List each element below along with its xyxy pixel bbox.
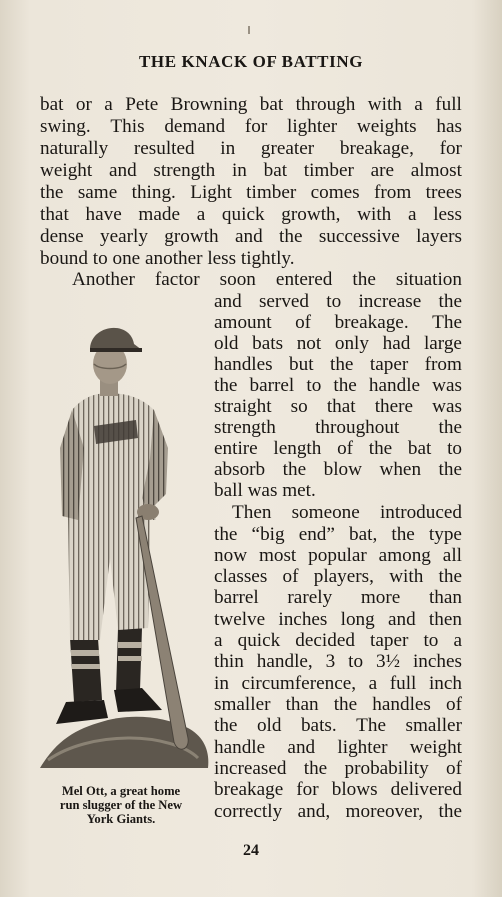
word: the xyxy=(279,226,303,247)
word: handles xyxy=(214,354,273,375)
sock-stripe xyxy=(118,642,142,648)
word: now xyxy=(214,545,248,566)
text-line xyxy=(214,609,462,630)
text-line: bound to one another less tightly. xyxy=(40,248,295,269)
word: all xyxy=(442,545,462,566)
cap-brim xyxy=(90,348,142,352)
word: or xyxy=(75,94,92,115)
word: the xyxy=(438,801,462,822)
photo-caption xyxy=(36,784,206,826)
word: taper xyxy=(369,354,409,375)
word: large xyxy=(423,333,462,354)
word: greater xyxy=(260,138,315,159)
word: introduced xyxy=(379,502,462,523)
word: bat, xyxy=(349,524,378,545)
text-line xyxy=(40,160,462,181)
word: in xyxy=(214,673,229,694)
word: of xyxy=(282,566,299,587)
word: “big xyxy=(251,524,285,545)
word: the xyxy=(333,694,358,715)
text-line xyxy=(214,417,462,438)
word: than xyxy=(428,587,462,608)
caption-line: York Giants. xyxy=(86,812,156,826)
word: comes xyxy=(310,182,360,203)
word: served xyxy=(258,291,310,312)
word: handle xyxy=(214,737,266,758)
word: thing. xyxy=(131,182,176,203)
word: throughout xyxy=(315,417,400,438)
word: Then xyxy=(232,502,272,523)
word: the xyxy=(214,524,238,545)
word: the xyxy=(438,459,462,480)
word: to xyxy=(423,630,439,651)
sock-stripe xyxy=(118,656,142,661)
text-line xyxy=(214,737,462,758)
text-line xyxy=(40,182,462,203)
word: delivered xyxy=(390,779,462,800)
word: the xyxy=(330,354,354,375)
word: and xyxy=(234,226,263,247)
word: a xyxy=(407,204,417,225)
text-line xyxy=(214,758,462,779)
word: bat xyxy=(263,160,288,181)
word: type xyxy=(428,524,462,545)
word: the xyxy=(214,375,238,396)
word: situation xyxy=(395,269,462,290)
word: handles xyxy=(372,694,431,715)
word: for xyxy=(439,138,462,159)
word: with xyxy=(367,94,402,115)
sock-stripe xyxy=(72,664,100,669)
word: thin xyxy=(214,651,244,672)
word: weights xyxy=(356,116,417,137)
word: the xyxy=(40,182,64,203)
word: blows xyxy=(331,779,378,800)
word: This xyxy=(110,116,145,137)
text-line xyxy=(214,459,462,480)
word: smaller xyxy=(214,694,271,715)
text-line xyxy=(40,116,462,137)
text-line xyxy=(214,715,462,736)
text-line xyxy=(214,438,462,459)
word: to xyxy=(326,291,342,312)
word: amount xyxy=(214,312,272,333)
word: someone xyxy=(291,502,360,523)
word: in xyxy=(220,138,236,159)
word: quick xyxy=(221,204,265,225)
text-line xyxy=(40,226,462,247)
word: the xyxy=(214,715,238,736)
text-line xyxy=(214,779,462,800)
word: straight xyxy=(214,396,272,417)
text-line xyxy=(214,587,462,608)
word: rarely xyxy=(287,587,333,608)
word: strength xyxy=(214,417,276,438)
word: Another xyxy=(72,269,135,290)
word: end” xyxy=(298,524,335,545)
word: of xyxy=(337,438,354,459)
text-line xyxy=(214,333,462,354)
word: inches xyxy=(278,609,328,630)
word: moreover, xyxy=(345,801,424,822)
word: the xyxy=(438,417,462,438)
word: entered xyxy=(275,269,333,290)
word: The xyxy=(432,312,462,333)
text-line xyxy=(214,354,462,375)
word: the xyxy=(333,375,357,396)
word: the xyxy=(352,269,376,290)
text-line xyxy=(214,630,462,651)
word: correctly xyxy=(214,801,283,822)
word: had xyxy=(382,333,411,354)
pants xyxy=(68,516,150,640)
word: inches xyxy=(412,651,462,672)
word: The xyxy=(356,715,386,736)
word: bats. xyxy=(300,715,337,736)
word: in xyxy=(231,160,247,181)
page-number: 24 xyxy=(243,842,259,859)
word: a xyxy=(414,94,423,115)
left-shoe xyxy=(56,700,108,724)
word: dense xyxy=(40,226,84,247)
word: only xyxy=(334,333,369,354)
word: successive xyxy=(318,226,400,247)
word: from xyxy=(374,182,412,203)
text-line xyxy=(214,545,462,566)
word: barrel xyxy=(214,587,259,608)
word: Browning xyxy=(170,94,248,115)
word: handle xyxy=(368,375,421,396)
word: the xyxy=(303,758,328,779)
word: are xyxy=(370,160,395,181)
page-top-mark xyxy=(248,26,250,34)
word: 3 xyxy=(325,651,336,672)
word: increased xyxy=(214,758,287,779)
caption-line: run slugger of the New xyxy=(59,798,183,812)
text-line xyxy=(72,269,462,290)
word: that xyxy=(326,396,356,417)
word: but xyxy=(289,354,314,375)
word: when xyxy=(379,459,422,480)
right-shoe xyxy=(114,688,162,712)
word: bat xyxy=(259,94,284,115)
word: most xyxy=(258,545,297,566)
word: weight xyxy=(409,737,462,758)
word: Light xyxy=(190,182,232,203)
word: old xyxy=(256,715,282,736)
word: there xyxy=(374,396,414,417)
text-line xyxy=(214,312,462,333)
word: increase xyxy=(358,291,422,312)
word: and, xyxy=(297,801,331,822)
word: barrel xyxy=(249,375,295,396)
word: a xyxy=(196,204,206,225)
running-head: THE KNACK OF BATTING xyxy=(138,52,364,71)
word: twelve xyxy=(214,609,266,630)
word: popular xyxy=(308,545,367,566)
word: the xyxy=(438,566,462,587)
word: long xyxy=(340,609,375,630)
word: breakage, xyxy=(339,138,414,159)
word: full xyxy=(435,94,462,115)
word: breakage xyxy=(214,779,284,800)
word: growth, xyxy=(281,204,341,225)
word: through xyxy=(295,94,356,115)
word: so xyxy=(290,396,308,417)
word: a xyxy=(214,630,223,651)
word: with xyxy=(357,204,392,225)
word: 3½ xyxy=(376,651,401,672)
word: then xyxy=(428,609,462,630)
word: players, xyxy=(313,566,374,587)
word: handle, xyxy=(256,651,313,672)
word: inch xyxy=(428,673,462,694)
word: from xyxy=(424,354,462,375)
word: growth xyxy=(164,226,219,247)
word: absorb xyxy=(214,459,266,480)
word: weight xyxy=(40,160,93,181)
word: and xyxy=(108,160,137,181)
text-line xyxy=(40,138,462,159)
word: of xyxy=(295,312,312,333)
word: circumference, xyxy=(241,673,357,694)
word: the xyxy=(391,524,415,545)
word: to xyxy=(447,438,462,459)
word: demand xyxy=(164,116,226,137)
word: swing. xyxy=(40,116,91,137)
word: of xyxy=(446,758,462,779)
word: timber xyxy=(303,160,354,181)
word: strength xyxy=(153,160,216,181)
word: and xyxy=(214,291,242,312)
word: decided xyxy=(295,630,355,651)
text-line: ball was met. xyxy=(214,480,316,501)
word: Pete xyxy=(125,94,159,115)
word: yearly xyxy=(100,226,148,247)
word: a xyxy=(368,673,378,694)
word: more xyxy=(360,587,401,608)
word: for xyxy=(296,779,319,800)
ballplayer-photo xyxy=(38,298,212,780)
word: length xyxy=(273,438,322,459)
word: taper xyxy=(370,630,409,651)
word: has xyxy=(436,116,462,137)
word: was xyxy=(432,396,462,417)
word: have xyxy=(85,204,122,225)
word: naturally xyxy=(40,138,109,159)
word: among xyxy=(378,545,431,566)
word: trees xyxy=(425,182,462,203)
text-line xyxy=(214,291,462,312)
word: blow xyxy=(323,459,362,480)
word: less xyxy=(433,204,462,225)
caption-line: Mel Ott, a great home xyxy=(61,784,181,798)
word: old xyxy=(214,333,239,354)
word: for xyxy=(244,116,268,137)
word: factor xyxy=(154,269,200,290)
word: with xyxy=(389,566,424,587)
word: resulted xyxy=(133,138,195,159)
word: than xyxy=(285,694,319,715)
text-line xyxy=(214,801,462,822)
word: lighter xyxy=(337,737,388,758)
word: was xyxy=(432,375,462,396)
word: bats xyxy=(252,333,284,354)
word: classes xyxy=(214,566,268,587)
text-line xyxy=(214,396,462,417)
word: made xyxy=(138,204,180,225)
word: a xyxy=(104,94,113,115)
text-line xyxy=(214,566,462,587)
word: breakage. xyxy=(334,312,409,333)
word: and xyxy=(387,609,416,630)
word: the xyxy=(438,291,462,312)
word: to xyxy=(306,375,322,396)
word: a xyxy=(453,630,462,651)
word: that xyxy=(40,204,69,225)
sock-stripe xyxy=(71,650,99,656)
text-line xyxy=(214,375,462,396)
word: not xyxy=(296,333,322,354)
word: of xyxy=(445,694,462,715)
left-sock xyxy=(70,638,102,702)
text-line xyxy=(214,524,462,545)
word: full xyxy=(389,673,417,694)
word: the xyxy=(368,438,393,459)
text-line xyxy=(214,673,462,694)
word: to xyxy=(348,651,364,672)
word: lighter xyxy=(287,116,338,137)
text-line xyxy=(214,694,462,715)
word: quick xyxy=(237,630,281,651)
word: bat xyxy=(40,94,64,115)
word: and xyxy=(287,737,316,758)
text-line xyxy=(40,204,462,225)
word: the xyxy=(282,459,307,480)
word: probability xyxy=(344,758,429,779)
text-line xyxy=(40,94,462,115)
word: almost xyxy=(410,160,462,181)
word: soon xyxy=(219,269,256,290)
word: same xyxy=(77,182,118,203)
word: timber xyxy=(246,182,297,203)
word: bat xyxy=(407,438,432,459)
word: smaller xyxy=(405,715,462,736)
text-line xyxy=(214,651,462,672)
word: layers xyxy=(416,226,462,247)
text-line xyxy=(232,502,462,523)
baseball-bat xyxy=(136,516,188,749)
word: entire xyxy=(214,438,258,459)
